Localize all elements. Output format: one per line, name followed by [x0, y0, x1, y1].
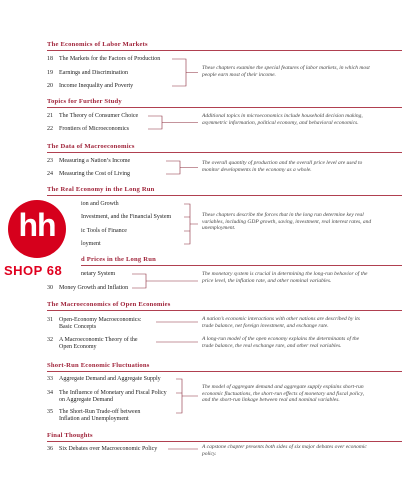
chapter-title: Frontiers of Microeconomics	[59, 126, 129, 132]
section-description: The model of aggregate demand and aggregate supply explains short-run economic fluctuations, the short-run effects of monetary and fiscal policy, and the short-run linkage between real and nominal variables.	[202, 384, 365, 404]
chapter-title: Earnings and Discrimination	[59, 70, 128, 76]
section-heading: The Data of Macroeconomics	[47, 143, 135, 150]
chapter-title: ic Tools of Finance	[81, 228, 127, 234]
section-description: A capstone chapter presents both sides of six major debates over economic policy.	[202, 444, 367, 457]
section-description: A long-run model of the open economy explains the determinants of the trade balance, the real exchange rate, and other real variables.	[202, 336, 360, 349]
chapter-title: Investment, and the Financial System	[81, 214, 172, 220]
section-heading: The Real Economy in the Long Run	[47, 186, 155, 193]
section-heading: The Economics of Labor Markets	[47, 41, 148, 48]
chapter-number: 23	[47, 158, 53, 164]
chapter-title: loyment	[81, 241, 101, 247]
chapter-title: Measuring a Nation’s Income	[59, 158, 131, 164]
shop-caption: SHOP 68	[4, 263, 63, 278]
chapter-number: 21	[47, 113, 53, 119]
section-description: These chapters describe the forces that in the long run determine key real variables, including GDP growth, saving, investment, real interest rates, and unemployment.	[202, 212, 372, 232]
chapter-title: The Theory of Consumer Choice	[59, 113, 139, 119]
chapter-title: Six Debates over Macroeconomic Policy	[59, 446, 158, 452]
chapter-title: Income Inequality and Poverty	[59, 83, 134, 89]
section-heading: Topics for Further Study	[47, 98, 122, 105]
chapter-title: A Macroeconomic Theory of the	[59, 337, 138, 343]
section-divider	[47, 107, 402, 108]
section-divider	[47, 371, 402, 372]
chapter-title: Open-Economy Macroeconomics:	[59, 317, 142, 323]
chapter-title: Measuring the Cost of Living	[59, 171, 130, 177]
chapter-number: 19	[47, 70, 53, 76]
chapter-number: 22	[47, 126, 53, 132]
chapter-title: Aggregate Demand and Aggregate Supply	[59, 376, 161, 382]
shop-logo-text: hh	[18, 207, 56, 243]
chapter-number: 35	[47, 409, 53, 415]
chapter-number: 32	[47, 337, 53, 343]
chapter-title-continued: Inflation and Unemployment	[59, 416, 129, 422]
chapter-title: The Influence of Monetary and Fiscal Policy	[59, 390, 167, 396]
section-description: A nation’s economic interactions with other nations are described by its trade balance, net foreign investment, and exchange rate.	[202, 316, 360, 329]
chapter-number: 30	[47, 285, 53, 291]
chapter-number: 18	[47, 56, 53, 62]
chapter-number: 36	[47, 446, 53, 452]
chapter-number: 31	[47, 317, 53, 323]
chapter-title: Money Growth and Inflation	[59, 285, 129, 291]
chapter-number: 33	[47, 376, 53, 382]
section-description: These chapters examine the special features of labor markets, in which most people earn most of their income.	[202, 65, 370, 78]
section-heading: The Macroeconomics of Open Economies	[47, 301, 171, 308]
chapter-title-continued: on Aggregate Demand	[59, 397, 113, 403]
chapter-title: The Markets for the Factors of Production	[59, 56, 161, 62]
chapter-title-continued: Open Economy	[59, 344, 97, 350]
section-description: The overall quantity of production and the overall price level are used to monitor developments in the economy as a whole.	[202, 160, 363, 173]
chapter-title: The Short-Run Trade-off between	[59, 409, 141, 415]
section-description: The monetary system is crucial in determining the long-run behavior of the price level, the inflation rate, and other nominal variables.	[202, 271, 368, 284]
chapter-number: 24	[47, 171, 53, 177]
section-description: Additional topics in microeconomics include household decision making, asymmetric information, political economy, and behavioral economics.	[202, 113, 363, 126]
section-heading: d Prices in the Long Run	[81, 256, 156, 263]
chapter-title: netary System	[81, 271, 116, 277]
chapter-title-continued: Basic Concepts	[59, 324, 97, 330]
section-divider	[47, 310, 402, 311]
section-divider	[47, 195, 402, 196]
section-divider	[81, 265, 402, 266]
section-divider	[47, 152, 402, 153]
chapter-title: ion and Growth	[81, 201, 119, 207]
section-heading: Short-Run Economic Fluctuations	[47, 362, 150, 369]
chapter-number: 34	[47, 390, 53, 396]
section-divider	[47, 441, 402, 442]
chapter-number: 20	[47, 83, 53, 89]
section-divider	[47, 50, 402, 51]
section-heading: Final Thoughts	[47, 432, 93, 439]
